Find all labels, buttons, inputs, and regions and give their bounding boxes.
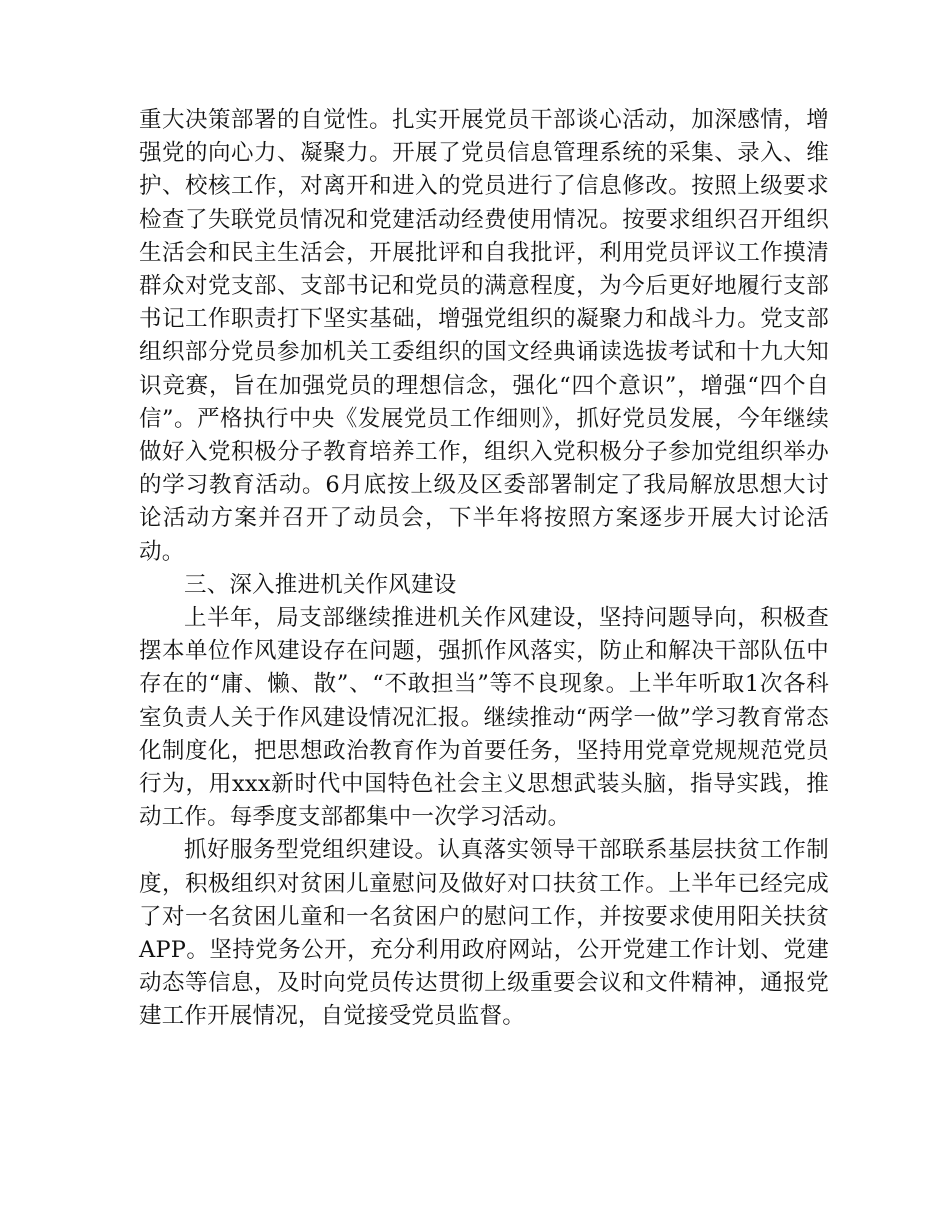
document-page — [139, 104, 829, 1034]
paragraph-service-organization: 抓好服务型党组织建设。认真落实领导干部联系基层扶贫工作制度，积极组织对贫困儿童慰问及做好对口扶贫工作。上半年已经完成了对一名贫困儿童和一名贫困户的慰问工作，并按要求使用阳关扶贫APP。坚持党务公开，充分利用政府网站，公开党建工作计划、党建动态等信息，及时向党员传达贯彻上级重要会议和文件精神，通报党建工作开展情况，自觉接受党员监督。 — [139, 837, 829, 1030]
section-heading-work-style: 三、深入推进机关作风建设 — [184, 571, 457, 598]
paragraph-party-work-continued: 重大决策部署的自觉性。扎实开展党员干部谈心活动，加深感情，增强党的向心力、凝聚力。开展了党员信息管理系统的采集、录入、维护、校核工作，对离开和进入的党员进行了信息修改。按照上级要求检查了失联党员情况和党建活动经费使用情况。按要求组织召开组织生活会和民主生活会，开展批评和自我批评，利用党员评议工作摸清群众对党支部、支部书记和党员的满意程度，为今后更好地履行支部书记工作职责打下坚实基础，增强党组织的凝聚力和战斗力。党支部组织部分党员参加机关工委组织的国文经典诵读选拔考试和十九大知识竞赛，旨在加强党员的理想信念，强化“四个意识”，增强“四个自信”。严格执行中央《发展党员工作细则》，抓好党员发展，今年继续做好入党积极分子教育培养工作，组织入党积极分子参加党组织举办的学习教育活动。6月底按上级及区委部署制定了我局解放思想大讨论活动方案并召开了动员会，下半年将按照方案逐步开展大讨论活动。 — [139, 107, 829, 565]
paragraph-work-style: 上半年，局支部继续推进机关作风建设，坚持问题导向，积极查摆本单位作风建设存在问题，强抓作风落实，防止和解决干部队伍中存在的“庸、懒、散”、“不敢担当”等不良现象。上半年听取1次各科室负责人关于作风建设情况汇报。继续推动“两学一做”学习教育常态化制度化，把思想政治教育作为首要任务，坚持用党章党规规范党员行为，用xxx新时代中国特色社会主义思想武装头脑，指导实践，推动工作。每季度支部都集中一次学习活动。 — [139, 605, 829, 831]
